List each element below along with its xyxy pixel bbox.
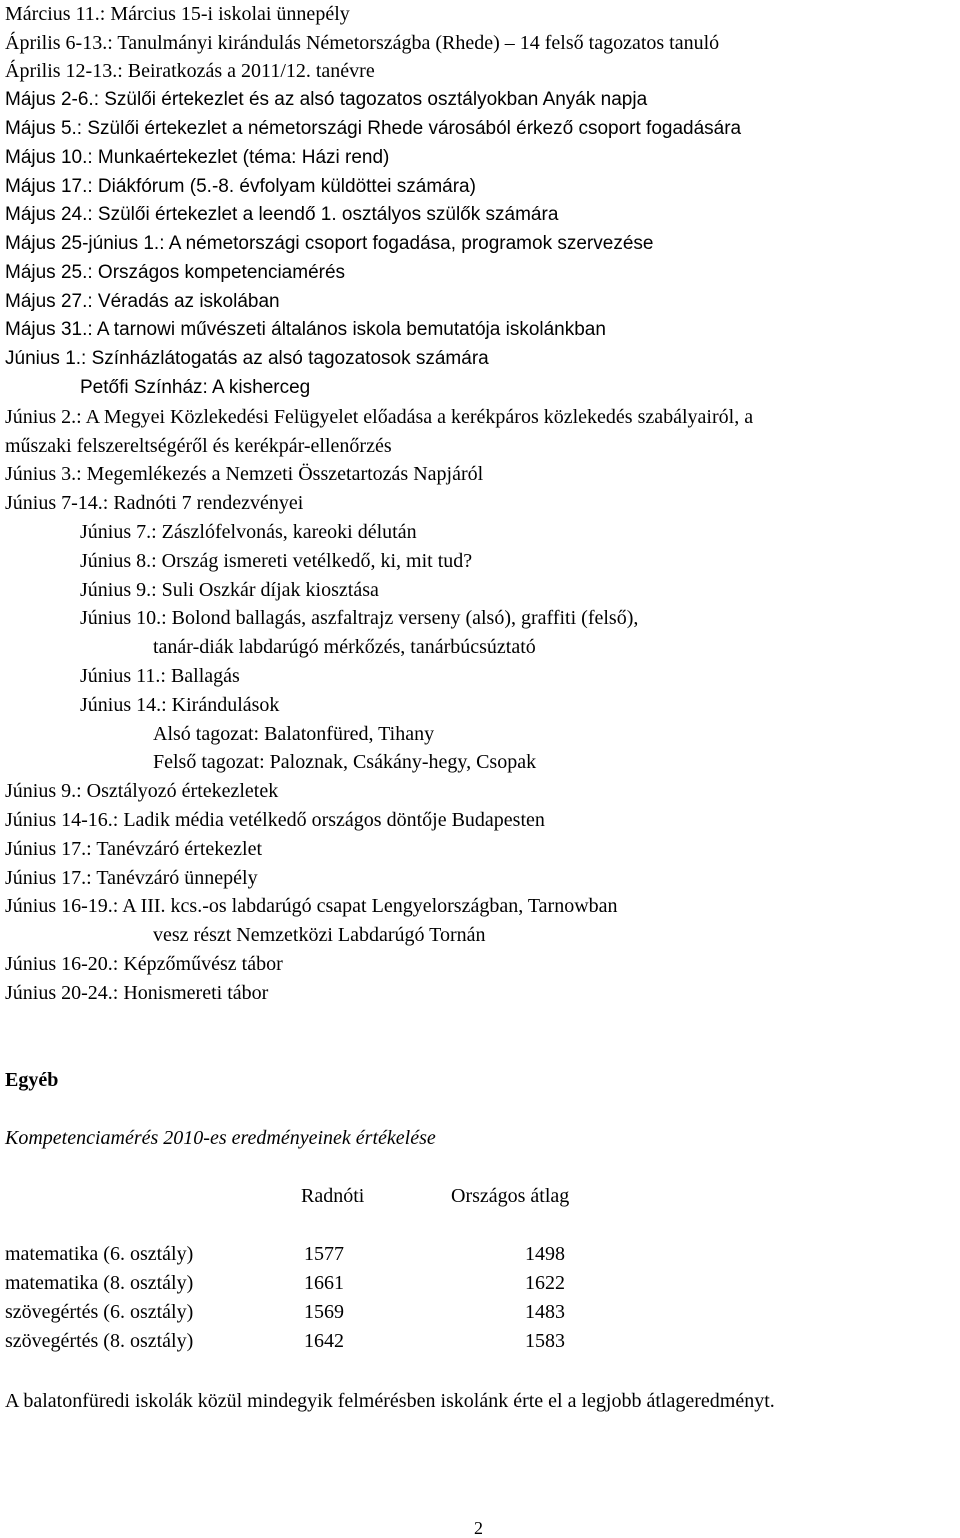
row-value-radnoti: 1642: [304, 1330, 344, 1352]
event-line: Május 2-6.: Szülői értekezlet és az alsó tagozatos osztályokban Anyák napja: [5, 89, 648, 110]
column-header-radnoti: Radnóti: [301, 1185, 365, 1207]
event-line: Május 31.: A tarnowi művészeti általános iskola bemutatója iskolánkban: [5, 319, 606, 340]
conclusion-paragraph: A balatonfüredi iskolák közül mindegyik felmérésben iskolánk érte el a legjobb átlageredményt.: [5, 1390, 775, 1412]
event-line: Június 14.: Kirándulások: [80, 694, 280, 716]
event-line: Június 16-19.: A III. kcs.-os labdarúgó csapat Lengyelországban, Tarnowban: [5, 895, 618, 917]
section-subheading: Kompetenciamérés 2010-es eredményeinek értékelése: [5, 1127, 436, 1149]
event-line: Április 6-13.: Tanulmányi kirándulás Németországba (Rhede) – 14 felső tagozatos tanuló: [5, 32, 720, 54]
column-header-orszagos: Országos átlag: [451, 1185, 570, 1207]
event-line: Június 9.: Osztályozó értekezletek: [5, 780, 279, 802]
event-line: Május 27.: Véradás az iskolában: [5, 291, 280, 312]
section-heading: Egyéb: [5, 1069, 59, 1091]
event-line: Május 5.: Szülői értekezlet a németországi Rhede városából érkező csoport fogadására: [5, 118, 742, 139]
event-line: Június 10.: Bolond ballagás, aszfaltrajz verseny (alsó), graffiti (felső),: [80, 607, 639, 629]
event-line: Május 25.: Országos kompetenciamérés: [5, 262, 346, 283]
row-label: szövegértés (8. osztály): [5, 1330, 194, 1352]
row-value-radnoti: 1661: [304, 1272, 344, 1294]
event-line: Petőfi Színház: A kisherceg: [80, 377, 311, 398]
row-value-radnoti: 1577: [304, 1243, 344, 1265]
row-value-orszagos: 1583: [525, 1330, 565, 1352]
page-number: 2: [474, 1518, 483, 1538]
event-line: Június 7-14.: Radnóti 7 rendezvényei: [5, 492, 304, 514]
row-value-orszagos: 1483: [525, 1301, 565, 1323]
event-line: Március 11.: Március 15-i iskolai ünnepély: [5, 3, 350, 25]
event-line: Június 7.: Zászlófelvonás, kareoki délután: [80, 521, 417, 543]
event-line: Június 16-20.: Képzőművész tábor: [5, 953, 283, 975]
event-line: vesz részt Nemzetközi Labdarúgó Tornán: [153, 924, 486, 946]
event-line: Június 3.: Megemlékezés a Nemzeti Összetartozás Napjáról: [5, 463, 484, 485]
event-line: Május 10.: Munkaértekezlet (téma: Házi rend): [5, 147, 390, 168]
event-line: Május 25-június 1.: A németországi csoport fogadása, programok szervezése: [5, 233, 654, 254]
event-line: Június 2.: A Megyei Közlekedési Felügyelet előadása a kerékpáros közlekedés szabályairól, a: [5, 406, 754, 428]
event-line: Május 17.: Diákfórum (5.-8. évfolyam küldöttei számára): [5, 176, 476, 197]
event-line: Június 20-24.: Honismereti tábor: [5, 982, 269, 1004]
event-line: Június 17.: Tanévzáró értekezlet: [5, 838, 263, 860]
event-line: Június 11.: Ballagás: [80, 665, 240, 687]
row-value-radnoti: 1569: [304, 1301, 344, 1323]
event-line: műszaki felszereltségéről és kerékpár-ellenőrzés: [5, 435, 392, 457]
event-line: Június 14-16.: Ladik média vetélkedő országos döntője Budapesten: [5, 809, 545, 831]
row-value-orszagos: 1622: [525, 1272, 565, 1294]
event-line: Június 17.: Tanévzáró ünnepély: [5, 867, 258, 889]
event-line: tanár-diák labdarúgó mérkőzés, tanárbúcsúztató: [153, 636, 536, 658]
event-line: Június 8.: Ország ismereti vetélkedő, ki, mit tud?: [80, 550, 473, 572]
event-line: Június 1.: Színházlátogatás az alsó tagozatosok számára: [5, 348, 489, 369]
event-line: Június 9.: Suli Oszkár díjak kiosztása: [80, 579, 379, 601]
event-line: Alsó tagozat: Balatonfüred, Tihany: [153, 723, 435, 745]
event-line: Május 24.: Szülői értekezlet a leendő 1. osztályos szülők számára: [5, 204, 559, 225]
row-label: szövegértés (6. osztály): [5, 1301, 194, 1323]
event-line: Április 12-13.: Beiratkozás a 2011/12. tanévre: [5, 60, 375, 82]
row-value-orszagos: 1498: [525, 1243, 565, 1265]
row-label: matematika (6. osztály): [5, 1243, 194, 1265]
event-line: Felső tagozat: Paloznak, Csákány-hegy, Csopak: [153, 751, 537, 773]
row-label: matematika (8. osztály): [5, 1272, 194, 1294]
